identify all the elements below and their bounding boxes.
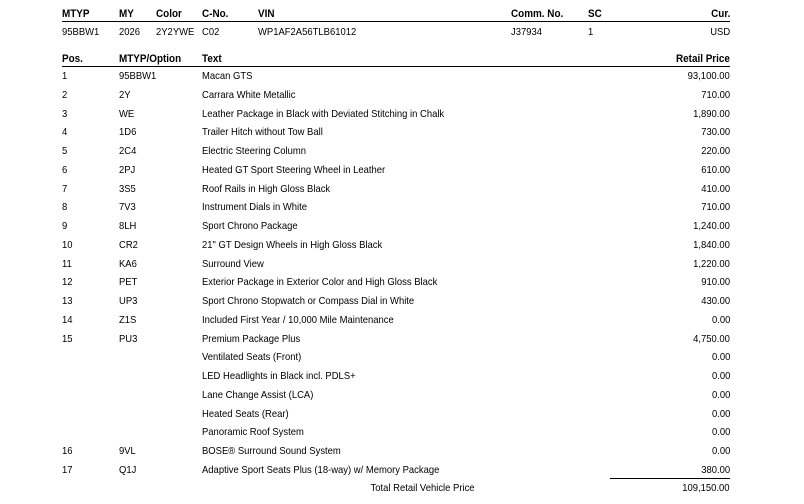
row-pos: 2 (62, 88, 68, 101)
row-price: 93,100.00 (687, 70, 730, 82)
row-text: Included First Year / 10,000 Mile Maintenance (202, 313, 394, 326)
row-text: 21" GT Design Wheels in High Gloss Black (202, 238, 383, 251)
row-pos: 10 (62, 238, 73, 251)
row-price: 1,890.00 (693, 107, 730, 120)
row-price: 710.00 (701, 201, 730, 214)
color-value: 2Y2YWE (156, 26, 195, 38)
row-pos: 16 (62, 445, 73, 457)
comm-no-header: Comm. No. (511, 8, 564, 20)
mtyp-header: MTYP (62, 8, 90, 20)
comm-no-value: J37934 (511, 26, 543, 38)
row-pos: 5 (62, 145, 68, 157)
row-text: Heated Seats (Rear) (202, 407, 289, 420)
row-price: 730.00 (701, 126, 730, 139)
row-text: Electric Steering Column (202, 145, 306, 157)
header-rule (62, 21, 730, 22)
row-text: LED Headlights in Black incl. PDLS+ (202, 370, 356, 382)
row-text: Heated GT Sport Steering Wheel in Leather (202, 163, 386, 176)
text-column-header: Text (202, 53, 222, 65)
row-pos: 6 (62, 163, 68, 176)
row-text: Sport Chrono Stopwatch or Compass Dial in White (202, 295, 415, 307)
row-price: 0.00 (711, 445, 730, 457)
row-pos: 7 (62, 182, 68, 195)
row-price: 0.00 (711, 351, 730, 364)
subtotal-rule (610, 478, 730, 479)
table-header-rule (62, 66, 730, 67)
vin-header: VIN (258, 8, 275, 20)
row-option-code: WE (119, 107, 135, 120)
row-pos: 15 (62, 332, 73, 345)
total-value: 109,150.00 (682, 482, 730, 494)
row-price: 380.00 (701, 463, 730, 476)
row-option-code: 2C4 (119, 145, 137, 157)
row-price: 0.00 (711, 388, 730, 401)
row-text: Roof Rails in High Gloss Black (202, 182, 331, 195)
row-option-code: 95BBW1 (119, 70, 157, 82)
row-text: Carrara White Metallic (202, 88, 296, 101)
row-price: 1,220.00 (693, 257, 730, 270)
row-pos: 8 (62, 201, 68, 214)
row-pos: 1 (62, 70, 68, 82)
row-pos: 4 (62, 126, 68, 139)
row-option-code: Q1J (119, 463, 137, 476)
row-pos: 14 (62, 313, 73, 326)
my-header: MY (119, 8, 134, 20)
row-option-code: PU3 (119, 332, 138, 345)
row-text: Exterior Package in Exterior Color and High Gloss Black (202, 276, 438, 289)
row-pos: 13 (62, 295, 73, 307)
total-label: Total Retail Vehicle Price (370, 482, 475, 494)
sc-value: 1 (588, 26, 594, 38)
row-price: 0.00 (711, 407, 730, 420)
cur-header: Cur. (710, 8, 730, 20)
row-option-code: PET (119, 276, 138, 289)
row-text: Lane Change Assist (LCA) (202, 388, 314, 401)
row-pos: 3 (62, 107, 68, 120)
row-option-code: KA6 (119, 257, 137, 270)
vin-value: WP1AF2A56TLB61012 (258, 26, 357, 38)
row-text: Macan GTS (202, 70, 253, 82)
row-text: Sport Chrono Package (202, 220, 298, 232)
row-option-code: 3S5 (119, 182, 136, 195)
cno-value: C02 (202, 26, 220, 38)
row-price: 610.00 (701, 163, 730, 176)
row-option-code: 8LH (119, 220, 137, 232)
row-text: Leather Package in Black with Deviated Stitching in Chalk (202, 107, 445, 120)
row-pos: 11 (62, 257, 72, 270)
cno-header: C-No. (202, 8, 229, 20)
row-text: Adaptive Sport Seats Plus (18-way) w/ Memory Package (202, 463, 440, 476)
cur-value: USD (710, 26, 730, 38)
row-price: 0.00 (711, 370, 730, 382)
row-text: Trailer Hitch without Tow Ball (202, 126, 323, 139)
row-price: 710.00 (701, 88, 730, 101)
row-option-code: 1D6 (119, 126, 137, 139)
row-pos: 17 (62, 463, 73, 476)
row-text: Ventilated Seats (Front) (202, 351, 302, 364)
mtyp-value: 95BBW1 (62, 26, 100, 38)
row-price: 410.00 (701, 182, 730, 195)
row-text: Panoramic Roof System (202, 426, 304, 439)
row-pos: 12 (62, 276, 73, 289)
row-option-code: CR2 (119, 238, 138, 251)
sc-header: SC (588, 8, 602, 20)
row-option-code: 7V3 (119, 201, 136, 214)
row-price: 0.00 (711, 313, 730, 326)
my-value: 2026 (119, 26, 141, 38)
row-price: 1,840.00 (693, 238, 730, 251)
row-text: Surround View (202, 257, 264, 270)
row-price: 0.00 (711, 426, 730, 439)
row-text: Instrument Dials in White (202, 201, 308, 214)
row-price: 430.00 (701, 295, 730, 307)
pos-column-header: Pos. (62, 53, 83, 65)
row-option-code: 2PJ (119, 163, 136, 176)
row-pos: 9 (62, 220, 68, 232)
price-column-header: Retail Price (676, 53, 730, 65)
option-column-header: MTYP/Option (119, 53, 182, 65)
row-option-code: Z1S (119, 313, 137, 326)
row-text: BOSE® Surround Sound System (202, 445, 341, 457)
row-option-code: 2Y (119, 88, 131, 101)
row-text: Premium Package Plus (202, 332, 301, 345)
row-price: 1,240.00 (693, 220, 730, 232)
row-option-code: 9VL (119, 445, 136, 457)
row-price: 4,750.00 (693, 332, 730, 345)
color-header: Color (156, 8, 182, 20)
row-option-code: UP3 (119, 295, 138, 307)
row-price: 220.00 (701, 145, 730, 157)
row-price: 910.00 (701, 276, 730, 289)
